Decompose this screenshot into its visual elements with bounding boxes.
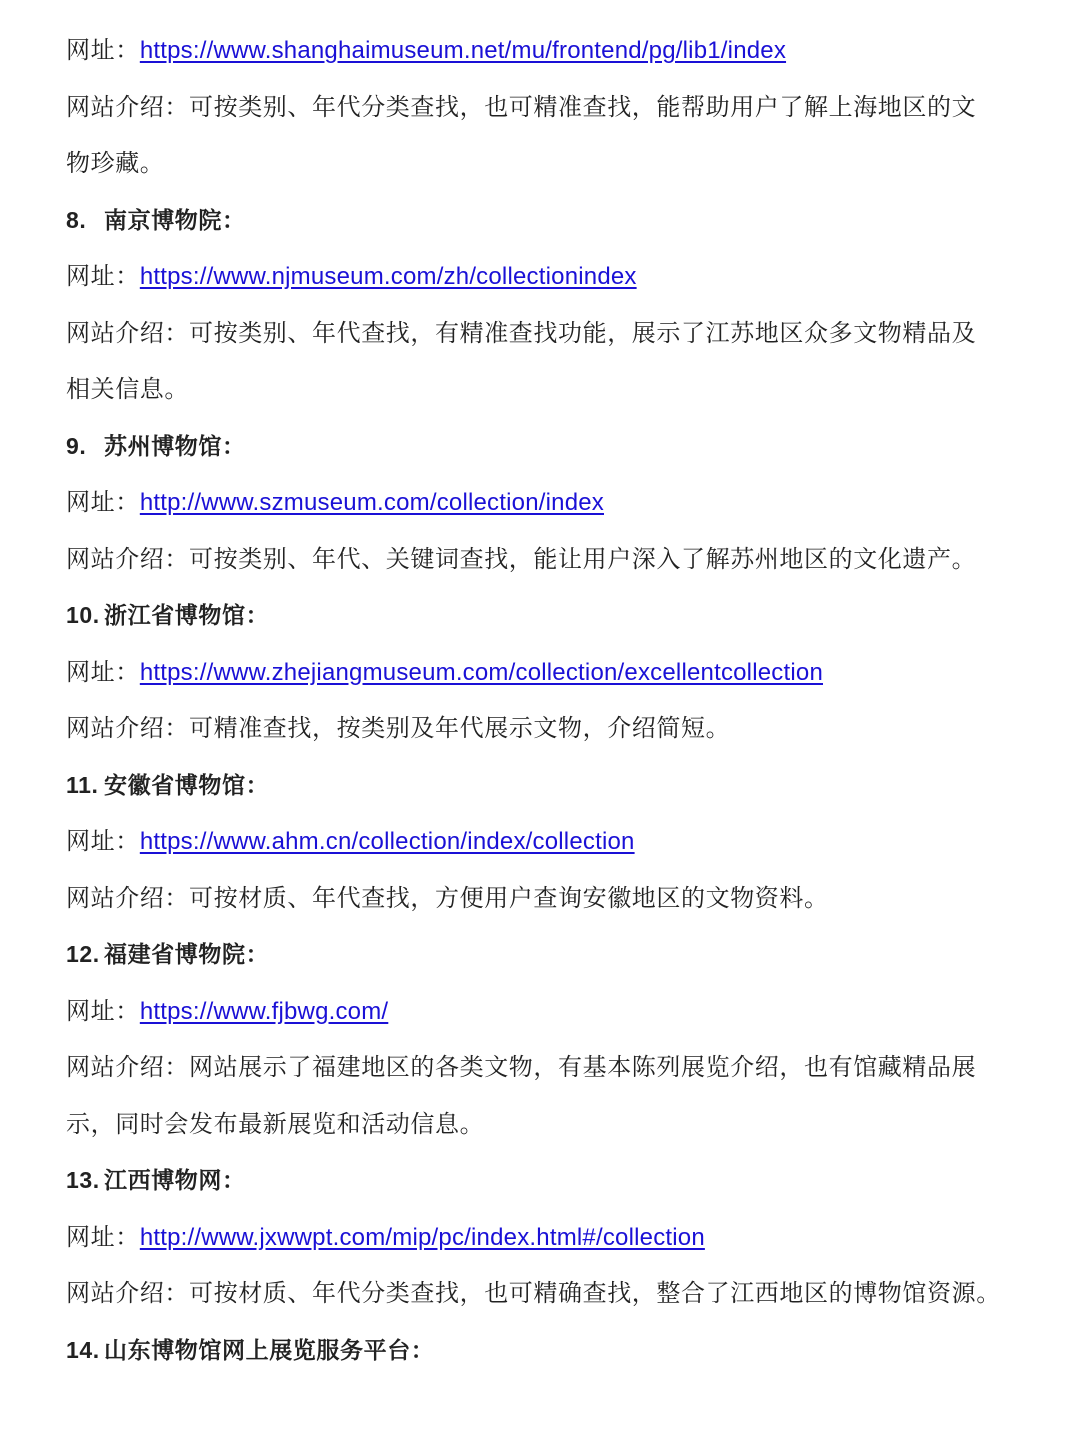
- url-line: [66, 813, 1026, 870]
- url-label: 网址：: [66, 827, 140, 855]
- url-label: 网址：: [66, 262, 140, 290]
- intro-label: 网站介绍：: [66, 1279, 189, 1307]
- intro-line: [66, 79, 1026, 136]
- intro-label: 网站介绍：: [66, 318, 189, 347]
- intro-text: 可按类别、年代分类查找，也可精准查找，能帮助用户了解上海地区的文: [189, 92, 977, 121]
- url-line: [66, 644, 1026, 701]
- url-link[interactable]: https://www.zhejiangmuseum.com/collection/excellentcollection: [139, 658, 823, 686]
- url-link[interactable]: https://www.shanghaimuseum.net/mu/frontend/pg/lib1/index: [139, 37, 787, 64]
- entry-heading: [66, 1152, 1026, 1209]
- url-line: [66, 1209, 1026, 1266]
- intro-line: [66, 135, 1026, 192]
- entry-heading: [66, 1322, 1026, 1379]
- intro-text: 示，同时会发布最新展览和活动信息。: [66, 1109, 485, 1138]
- url-label: 网址：: [66, 996, 140, 1025]
- intro-line: [66, 361, 1026, 418]
- intro-label: 网站介绍：: [66, 714, 189, 742]
- entry-heading: [66, 418, 1026, 475]
- url-line: [66, 474, 1026, 531]
- intro-line: [66, 1265, 1026, 1322]
- entry-number: 8.: [66, 206, 87, 233]
- intro-text: 可按类别、年代、关键词查找，能让用户深入了解苏州地区的文化遗产。: [189, 544, 977, 573]
- intro-text: 可按材质、年代分类查找，也可精确查找，整合了江西地区的博物馆资源。: [189, 1279, 1001, 1307]
- intro-text: 可按类别、年代查找，有精准查找功能，展示了江苏地区众多文物精品及: [189, 318, 977, 347]
- entry-heading: [66, 587, 1026, 644]
- entry-heading: [66, 926, 1026, 983]
- entry-number: 9.: [66, 432, 87, 459]
- url-link[interactable]: http://www.szmuseum.com/collection/index: [139, 489, 604, 516]
- intro-text: 物珍藏。: [66, 149, 165, 177]
- entry-title: 山东博物馆网上展览服务平台：: [104, 1337, 435, 1364]
- entry-title: 苏州博物馆：: [104, 433, 246, 460]
- entry-title: 浙江省博物馆：: [104, 603, 270, 629]
- entry-number: 13.: [66, 1167, 100, 1193]
- intro-label: 网站介绍：: [66, 92, 189, 121]
- intro-label: 网站介绍：: [66, 883, 189, 912]
- intro-line: [66, 870, 1026, 927]
- intro-label: 网站介绍：: [66, 544, 189, 573]
- entry-title: 江西博物网：: [104, 1168, 246, 1194]
- url-label: 网址：: [66, 488, 140, 516]
- intro-text: 可按材质、年代查找，方便用户查询安徽地区的文物资料。: [189, 883, 829, 912]
- entry-number: 11.: [66, 771, 99, 798]
- entry-number: 12.: [66, 941, 100, 967]
- entry-title: 南京博物院：: [104, 207, 246, 234]
- document-page: [66, 22, 1026, 1378]
- url-link[interactable]: http://www.jxwwpt.com/mip/pc/index.html#/collection: [139, 1223, 705, 1251]
- entry-title: 安徽省博物馆：: [104, 772, 270, 799]
- url-label: 网址：: [66, 657, 140, 686]
- url-label: 网址：: [66, 1222, 140, 1251]
- entry-heading: [66, 192, 1026, 249]
- intro-text: 相关信息。: [66, 375, 189, 403]
- entry-heading: [66, 757, 1026, 814]
- url-line: [66, 22, 1026, 79]
- entry-number: 14.: [66, 1336, 100, 1363]
- entry-title: 福建省博物院：: [104, 942, 270, 968]
- intro-line: [66, 700, 1026, 757]
- entry-number: 10.: [66, 602, 100, 628]
- url-link[interactable]: https://www.ahm.cn/collection/index/collection: [139, 828, 635, 855]
- intro-label: 网站介绍：: [66, 1053, 189, 1081]
- url-link[interactable]: https://www.njmuseum.com/zh/collectionindex: [139, 263, 637, 290]
- url-label: 网址：: [66, 36, 140, 64]
- url-link[interactable]: https://www.fjbwg.com/: [139, 997, 389, 1025]
- intro-text: 网站展示了福建地区的各类文物，有基本陈列展览介绍，也有馆藏精品展: [189, 1053, 977, 1081]
- intro-line: [66, 305, 1026, 362]
- intro-line: [66, 1096, 1026, 1153]
- url-line: [66, 983, 1026, 1040]
- intro-line: [66, 1039, 1026, 1096]
- intro-text: 可精准查找，按类别及年代展示文物，介绍简短。: [189, 714, 731, 742]
- intro-line: [66, 531, 1026, 588]
- url-line: [66, 248, 1026, 305]
